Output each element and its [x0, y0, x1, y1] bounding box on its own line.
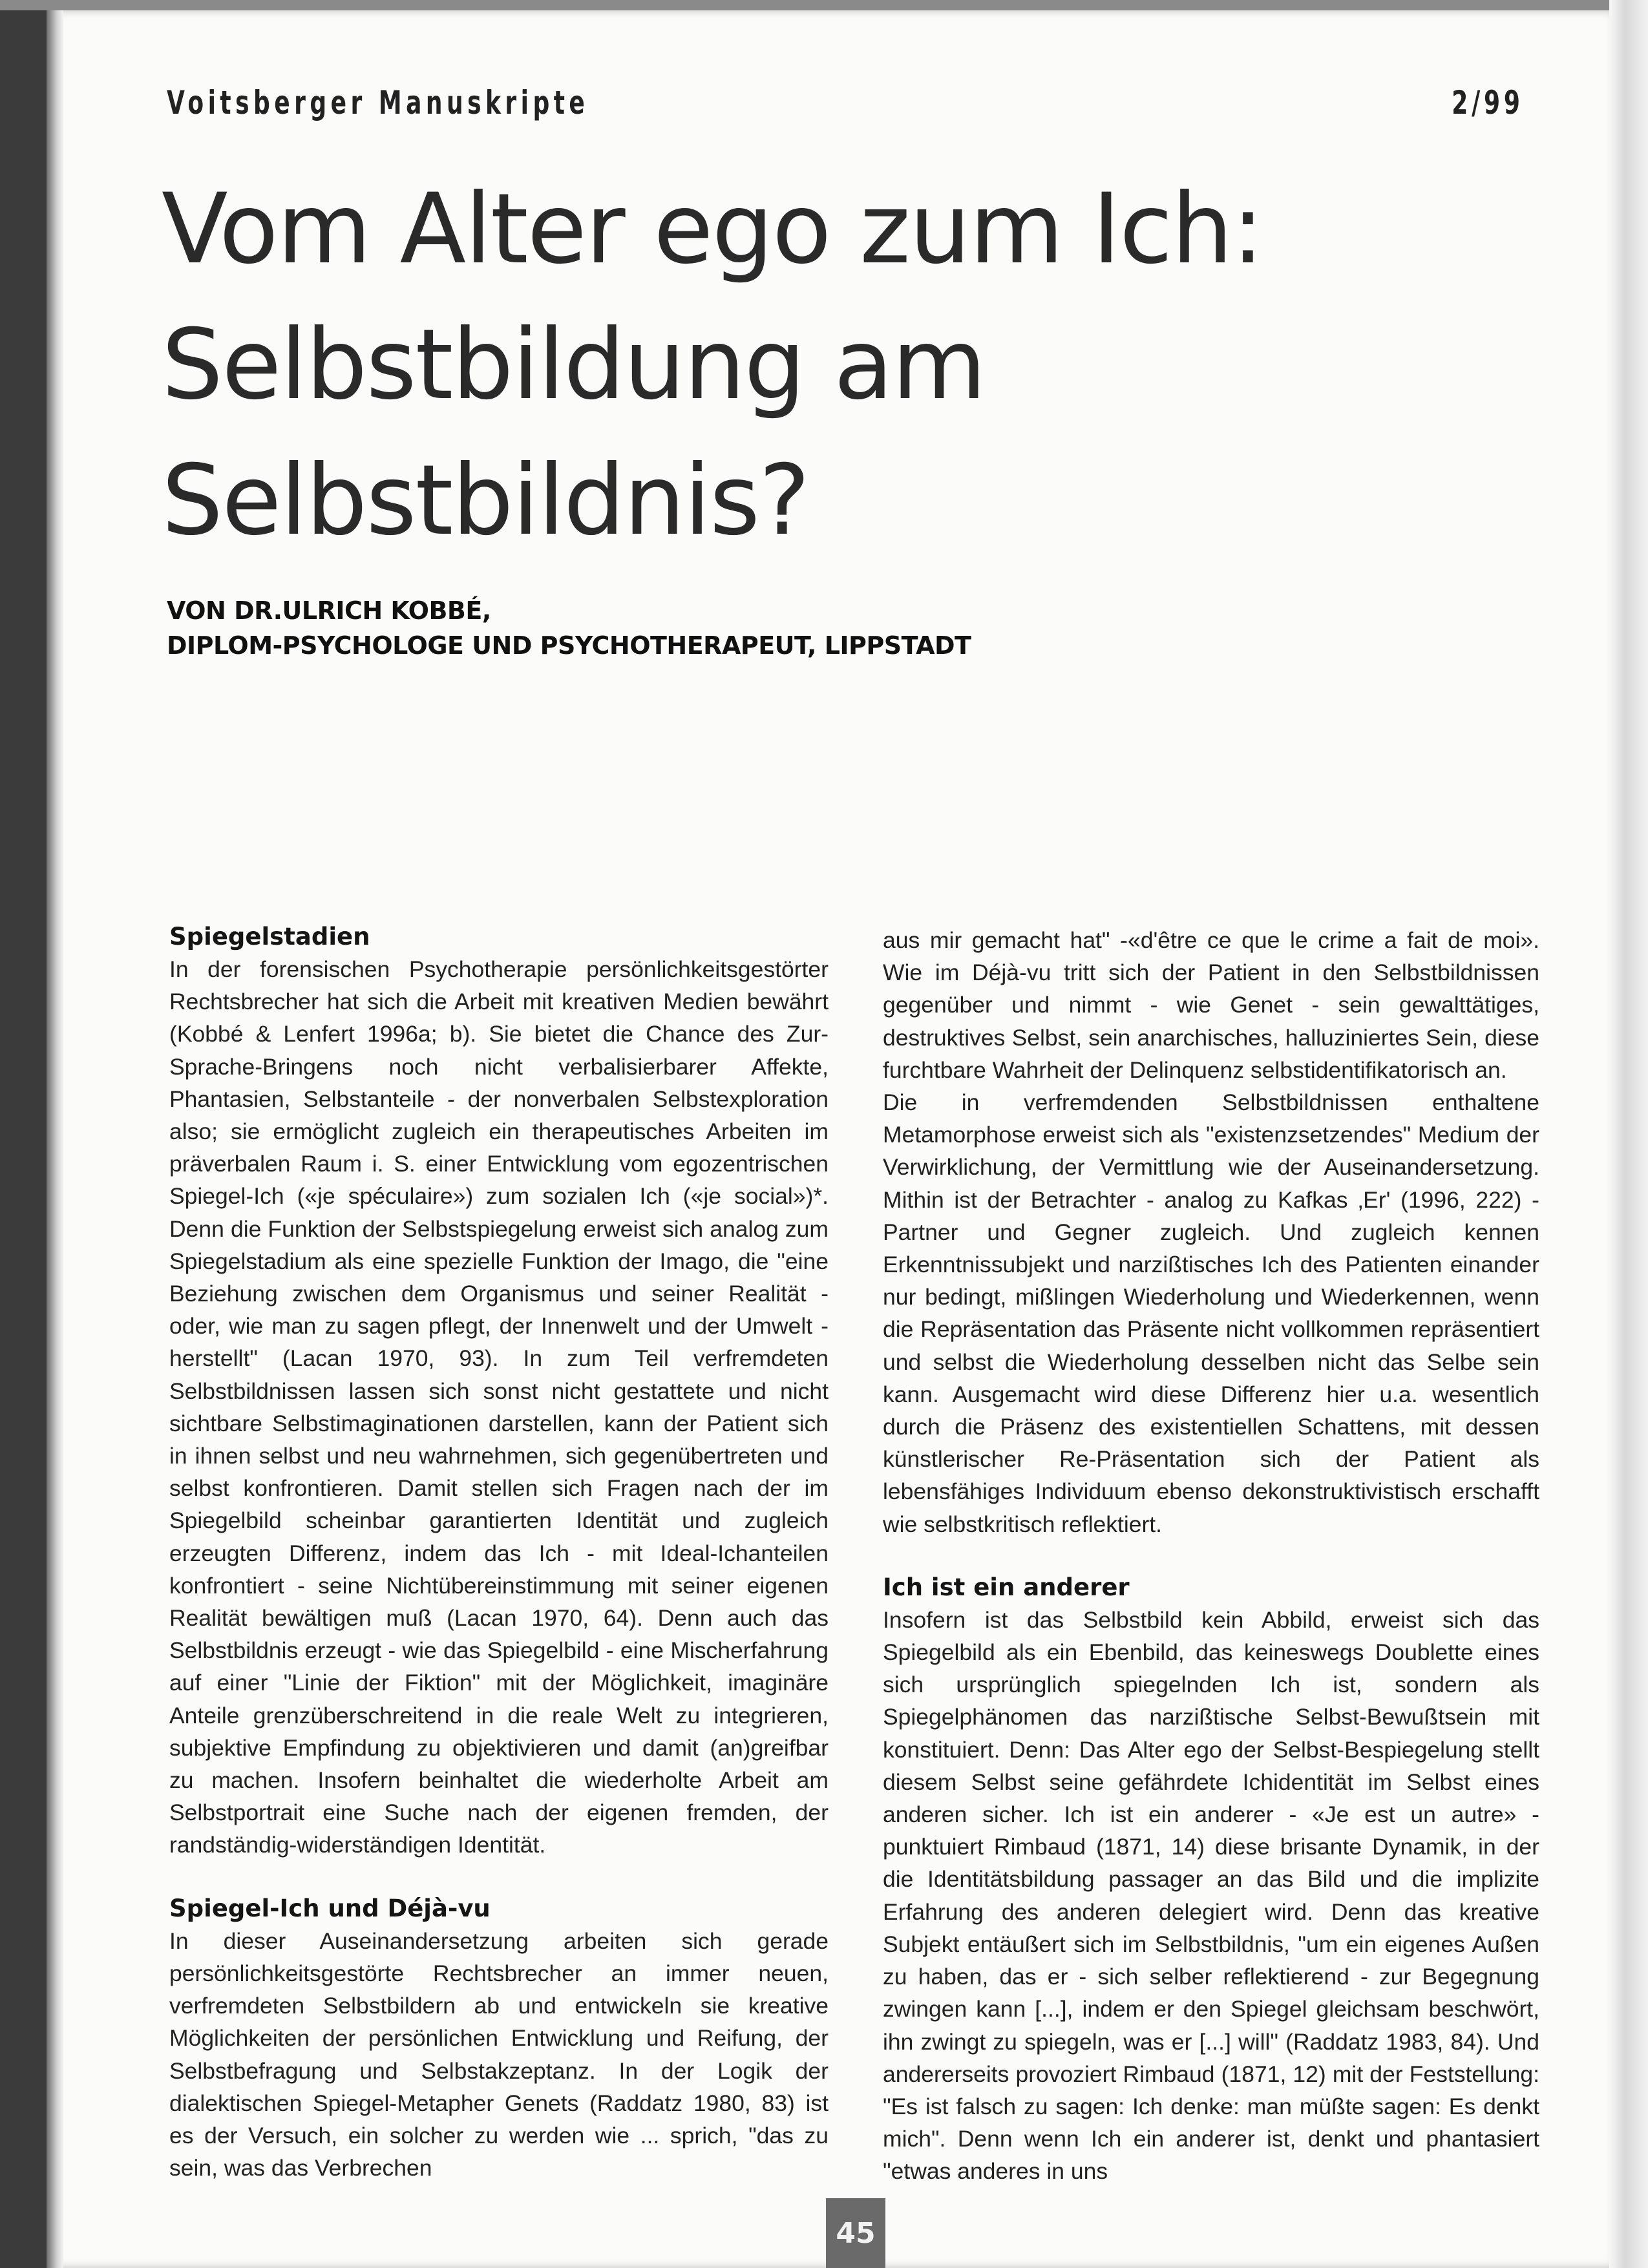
author-name: VON DR.ULRICH KOBBÉ,: [167, 596, 491, 625]
section-heading-spiegel-ich: Spiegel-Ich und Déjà-vu: [169, 1894, 491, 1922]
scan-edge: [0, 0, 1648, 10]
paragraph-ich-ist-ein-anderer: Insofern ist das Selbstbild kein Abbild, erweist sich das Spiegelbild als ein Ebenbild, das keineswegs Doublette eines sich ursprünglich spiegelnden Ich ist, sondern als Spiegelphänomen das narzißtische Selbst-Bewußtsein mit konstituiert. Denn: Das Alter ego der Selbst-Bespiegelung stellt diesem Selbst seine gefährdete Ichidentität im Selbst eines anderen sicher. Ich ist ein anderer - «Je est un autre» - punktuiert Rimbaud (1871, 14) diese brisante Dynamik, in der die Identitätsbildung passager an das Bild und die implizite Erfahrung des anderen delegiert wird. Denn das kreative Subjekt entäußert sich im Selbstbildnis, "um ein eigenes Außen zu haben, das er - sich selber reflektierend - zur Begegnung zwingen kann [...], indem er den Spiegel gleichsam beschwört, ihn zwingt zu spiegeln, was er [...] will" (Raddatz 1983, 84). Und andererseits provoziert Rimbaud (1871, 12) mit der Feststellung: "Es ist falsch zu sagen: Ich denke: man müßte sagen: Es denkt mich". Denn wenn Ich ein anderer ist, denkt und phantasiert "etwas anderes in uns: [883, 1606, 1539, 2185]
title-line-2: Selbstbildung am Selbstbildnis?: [162, 309, 986, 557]
running-header: [167, 84, 1524, 136]
article-title: [162, 162, 1551, 569]
paragraph-continuation-2: Die in verfremdenden Selbstbildnissen enthaltene Metamorphose erweist sich als "existenzsetzendes" Medium der Verwirklichung, der Vermittlung wie der Auseinandersetzung. Mithin ist der Betrachter - analog zu Kafkas ‚Er' (1996, 222) - Partner und Gegner zugleich. Und zugleich kennen Erkenntnissubjekt und narzißtisches Ich des Patienten einander nur bedingt, mißlingen Wiederholung und Wiederkennen, wenn die Repräsentation das Präsente nicht vollkommen repräsentiert und selbst die Wiederholung desselben nicht das Selbe sein kann. Ausgemacht wird diese Differenz hier u.a. wesentlich durch die Präsenz des existentiellen Schattens, mit dessen künstlerischer Re-Präsentation sich der Patient als lebensfähiges Individuum ebenso dekonstruktivistisch erschafft wie selbstkritisch reflektiert.: [883, 1089, 1539, 1537]
author-affiliation: DIPLOM-PSYCHOLOGE UND PSYCHOTHERAPEUT, LIPPSTADT: [167, 631, 971, 660]
column-right: [883, 924, 1539, 2188]
section-heading-ich-ist-ein-anderer: Ich ist ein anderer: [883, 1573, 1130, 1601]
journal-name: Voitsberger Manuskripte: [167, 84, 589, 121]
paragraph-spiegelstadien: In der forensischen Psychotherapie persönlichkeitsgestörter Rechtsbrecher hat sich die Arbeit mit kreativen Medien bewährt (Kobbé & Lenfert 1996a; b). Sie bietet die Chance des Zur-Sprache-Bringens noch nicht verbalisierbarer Affekte, Phantasien, Selbstanteile - der nonverbalen Selbstexploration also; sie ermöglicht zugleich ein therapeutisches Arbeiten im präverbalen Raum i. S. einer Entwicklung vom egozentrischen Spiegel-Ich («je spéculaire») zum sozialen Ich («je social»)*. Denn die Funktion der Selbstspiegelung erweist sich analog zum Spiegelstadium als eine spezielle Funktion der Imago, die "eine Beziehung zwischen dem Organismus und seiner Realität - oder, wie man zu sagen pflegt, der Innenwelt und der Umwelt - herstellt" (Lacan 1970, 93). In zum Teil verfremdeten Selbstbildnissen lassen sich sonst nicht gestattete und nicht sichtbare Selbstimaginationen darstellen, kann der Patient sich in ihnen selbst und neu wahrnehmen, sich gegenübertreten und selbst konfrontieren. Damit stellen sich Fragen nach der im Spiegelbild scheinbar garantierten Identität und zugleich erzeugten Differenz, indem das Ich - mit Ideal-Ichanteilen konfrontiert - seine Nichtübereinstimmung mit seiner eigenen Realität bewältigen muß (Lacan 1970, 64). Denn auch das Selbstbildnis erzeugt - wie das Spiegelbild - eine Mischerfahrung auf einer "Linie der Fiktion" mit der Möglichkeit, imaginäre Anteile grenzüberschreitend in die reale Welt zu integrieren, subjektive Empfindung zu objektivieren und damit (an)greifbar zu machen. Insofern beinhaltet die wiederholte Arbeit am Selbstportrait eine Suche nach der eigenen fremden, der randständig-widerständigen Identität.: [169, 956, 829, 1858]
author-byline: [167, 593, 1201, 663]
page-spine-shadow: [47, 10, 63, 2268]
paragraph-spiegel-ich: In dieser Auseinandersetzung arbeiten sich gerade persönlichkeitsgestörte Rechtsbrecher an immer neuen, verfremdeten Selbstbildern ab und entwickeln sie kreative Möglichkeiten der persönlichen Entwicklung und Reifung, der Selbstbefragung und Selbstakzeptanz. In der Logik der dialektischen Spiegel-Metapher Genets (Raddatz 1980, 83) ist es der Versuch, ein solcher zu werden wie ... sprich, "das zu sein, was das Verbrechen: [169, 1927, 829, 2181]
title-line-1: Vom Alter ego zum Ich:: [162, 173, 1263, 286]
scan-edge-right: [1609, 0, 1648, 2268]
issue-number: 2/99: [1452, 84, 1524, 121]
column-left: [169, 921, 829, 2184]
paragraph-continuation-1: aus mir gemacht hat" -«d'être ce que le crime a fait de moi». Wie im Déjà-vu tritt sich der Patient in den Selbstbildnissen gegenüber und nimmt - wie Genet - sein gewalttätiges, destruktives Selbst, sein anarchisches, halluziniertes Sein, diese furchtbare Wahrheit der Delinquenz selbstidentifikatorisch an.: [883, 927, 1539, 1083]
page-number: 45: [826, 2198, 885, 2268]
section-heading-spiegelstadien: Spiegelstadien: [169, 923, 370, 950]
